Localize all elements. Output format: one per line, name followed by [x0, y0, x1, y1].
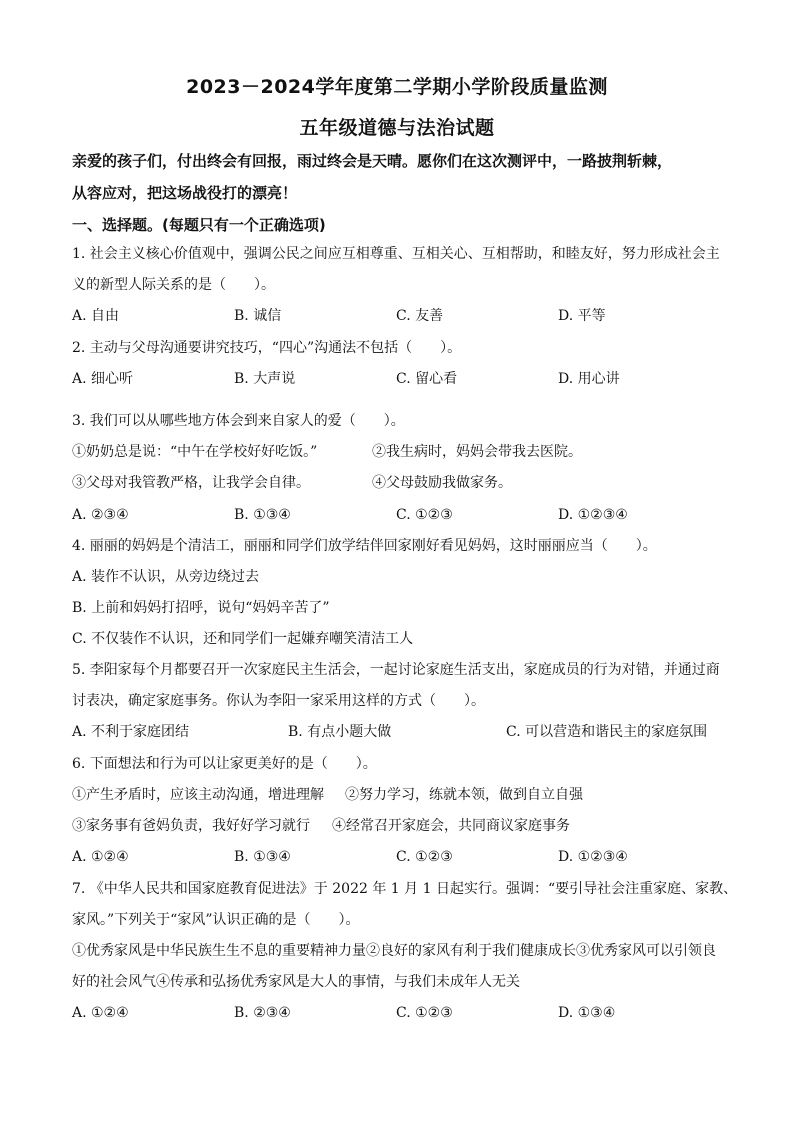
question-3-item-2: ②我生病时，妈妈会带我去医院。 — [372, 444, 582, 460]
question-3-option-b: B. ①③④ — [234, 507, 291, 523]
question-6-option-a: A. ①②④ — [72, 849, 129, 865]
question-7-stem-line-3: ①优秀家风是中华民族生生不息的重要精神力量②良好的家风有利于我们健康成长③优秀家风可以引领良 — [72, 943, 716, 959]
question-1-option-b: B. 诚信 — [234, 308, 282, 324]
page-subtitle: 五年级道德与法治试题 — [299, 117, 495, 139]
question-6-option-d: D. ①②③④ — [558, 849, 628, 865]
question-5-stem-line-2: 讨表决，确定家庭事务。你认为李阳一家采用这样的方式（ ）。 — [72, 693, 485, 709]
question-3-item-1: ①奶奶总是说：“中午在学校好好吃饭。” — [72, 444, 318, 460]
question-7-stem-line-2: 家风。”下列关于“家风”认识正确的是（ ）。 — [72, 912, 360, 928]
section-heading: 一、选择题。(每题只有一个正确选项) — [72, 216, 326, 234]
question-4-option-c: C. 不仅装作不认识，还和同学们一起嫌弃嘲笑清洁工人 — [72, 631, 414, 647]
intro-line-2: 从容应对，把这场战役打的漂亮！ — [72, 184, 298, 202]
question-3-item-4: ④父母鼓励我做家务。 — [372, 475, 512, 491]
question-3-item-3: ③父母对我管教严格，让我学会自律。 — [72, 475, 310, 491]
question-3-option-a: A. ②③④ — [72, 507, 129, 523]
question-4-stem: 4. 丽丽的妈妈是个清洁工，丽丽和同学们放学结伴回家刚好看见妈妈，这时丽丽应当（ ）。 — [72, 538, 657, 554]
question-1-stem-line-2: 义的新型人际关系的是（ ）。 — [72, 277, 275, 293]
question-6-option-c: C. ①②③ — [396, 849, 453, 865]
question-6-item-1: ①产生矛盾时，应该主动沟通，增进理解 — [72, 787, 324, 803]
question-5-option-a: A. 不利于家庭团结 — [72, 724, 190, 740]
question-1-option-c: C. 友善 — [396, 308, 444, 324]
question-4-option-a: A. 装作不认识，从旁边绕过去 — [72, 569, 260, 585]
question-2-option-d: D. 用心讲 — [558, 371, 620, 387]
intro-line-1: 亲爱的孩子们，付出终会有回报，雨过终会是天晴。愿你们在这次测评中，一路披荆斩棘， — [72, 152, 673, 170]
question-2-option-b: B. 大声说 — [234, 371, 296, 387]
question-3-option-c: C. ①②③ — [396, 507, 453, 523]
question-4-option-b: B. 上前和妈妈打招呼，说句“妈妈辛苦了” — [72, 600, 330, 616]
page-title: 2023－2024学年度第二学期小学阶段质量监测 — [186, 76, 608, 98]
question-7-option-d: D. ①③④ — [558, 1005, 616, 1021]
question-3-option-d: D. ①②③④ — [558, 507, 628, 523]
question-6-item-2: ②努力学习，练就本领，做到自立自强 — [345, 787, 583, 803]
question-5-option-b: B. 有点小题大做 — [288, 724, 392, 740]
question-7-stem-line-1: 7. 《中华人民共和国家庭教育促进法》于 2022 年 1 月 1 日起实行。强调：“要引导社会注重家庭、家教、 — [72, 881, 738, 897]
question-7-option-a: A. ①②④ — [72, 1005, 129, 1021]
question-6-item-4: ④经常召开家庭会，共同商议家庭事务 — [332, 818, 570, 834]
question-1-option-a: A. 自由 — [72, 308, 120, 324]
question-1-stem-line-1: 1. 社会主义核心价值观中，强调公民之间应互相尊重、互相关心、互相帮助，和睦友好，努力形成社会主 — [72, 246, 720, 262]
question-5-stem-line-1: 5. 李阳家每个月都要召开一次家庭民主生活会，一起讨论家庭生活支出，家庭成员的行为对错，并通过商 — [72, 662, 720, 678]
question-2-stem: 2. 主动与父母沟通要讲究技巧，“四心”沟通法不包括（ ）。 — [72, 340, 462, 356]
question-3-stem: 3. 我们可以从哪些地方体会到来自家人的爱（ ）。 — [72, 413, 405, 429]
question-2-option-c: C. 留心看 — [396, 371, 458, 387]
question-1-option-d: D. 平等 — [558, 308, 606, 324]
question-6-item-3: ③家务事有爸妈负责，我好好学习就行 — [72, 818, 310, 834]
question-7-stem-line-4: 好的社会风气④传承和弘扬优秀家风是大人的事情，与我们未成年人无关 — [72, 974, 520, 990]
question-5-option-c: C. 可以营造和谐民主的家庭氛围 — [506, 724, 708, 740]
question-7-option-c: C. ①②③ — [396, 1005, 453, 1021]
question-2-option-a: A. 细心听 — [72, 371, 134, 387]
question-7-option-b: B. ②③④ — [234, 1005, 291, 1021]
question-6-option-b: B. ①③④ — [234, 849, 291, 865]
question-6-stem: 6. 下面想法和行为可以让家更美好的是（ ）。 — [72, 756, 377, 772]
